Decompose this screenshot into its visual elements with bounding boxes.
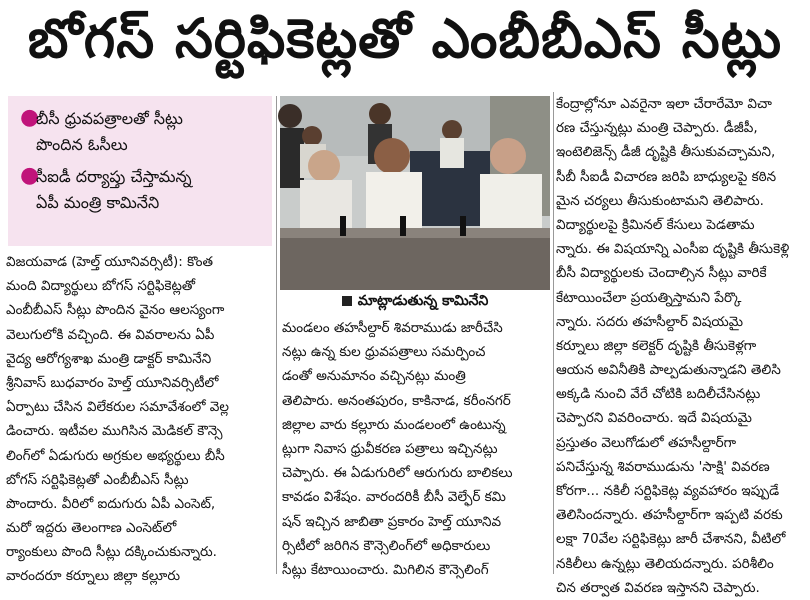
text-line: అక్కడి నుంచి వేరే చోటికి బదిలీచేసినట్లు bbox=[556, 386, 761, 403]
text-line: తెలిసిందన్నారు. తహసీల్దార్‌గా ఇప్పటి వరకు bbox=[556, 507, 783, 524]
text-line: మండలం తహసీల్దార్ శివరాముడు జారీచేసి bbox=[282, 320, 503, 336]
text-line: మైన చర్యలు తీసుకుంటామని తెలిపారు. bbox=[556, 192, 764, 209]
text-line: కేటాయించేలా ప్రయత్నిస్తామని పేర్కొ bbox=[556, 289, 742, 306]
text-line: పనిచేస్తున్న శివరాముడును 'సాక్షి' వివరణ bbox=[556, 458, 770, 475]
article-column-middle bbox=[282, 316, 550, 582]
photo-caption bbox=[280, 290, 550, 312]
text-line: విద్యార్థులపై క్రిమినల్ కేసులు పెడతామ bbox=[556, 216, 755, 233]
text-line: ఆయన అవినీతికి పాల్పడుతున్నాడని తెలిసి bbox=[556, 362, 781, 379]
text-line: పొందారు. వీరిలో ఐదుగురు ఏపీ ఎంసెట్, bbox=[6, 495, 216, 512]
highlight-line: సీఐడీ దర్యాప్తు చేస్తామన్న bbox=[36, 167, 192, 186]
text-line: విజయవాడ (హెల్త్ యూనివర్సిటీ): కొంత bbox=[6, 254, 213, 270]
highlight-line: పొందిన ఓసీలు bbox=[36, 135, 128, 154]
text-line: కర్నూలు జిల్లా కలెక్టర్ దృష్టికి తీసుకెళ్లగా bbox=[556, 337, 757, 354]
text-line: ఏర్పాటు చేసిన విలేకరుల సమావేశంలో వెల్ల bbox=[6, 399, 229, 416]
text-line: కోరగా... నకిలీ సర్టిఫికెట్ల వ్యవహారం ఇప్పుడే bbox=[556, 483, 780, 499]
text-line: బోగస్ సర్టిఫికెట్లతో ఎంబీబీఎస్ సీట్లు bbox=[6, 471, 189, 488]
text-line: వెలుగులోకి వచ్చింది. ఈ వివరాలను ఏపీ bbox=[6, 326, 215, 343]
text-line: సీట్లు కేటాయించారు. మిగిలిన కౌన్సెలింగ్ bbox=[282, 561, 489, 578]
text-line: ఎంబీబీఎస్ సీట్లు పొందిన వైనం ఆలస్యంగా bbox=[6, 302, 225, 319]
bullet-icon: ● bbox=[20, 163, 40, 188]
text-line: డంతో అనుమానం వచ్చినట్లు మంత్రి bbox=[282, 368, 466, 385]
text-line: ర్యాంకులు పొంది సీట్లు దక్కించుకున్నారు. bbox=[6, 544, 217, 561]
text-line: షన్ ఇచ్చిన జాబితా ప్రకారం హెల్త్ యూనివ bbox=[282, 513, 502, 530]
text-line: తెలిపారు. అనంతపురం, కాకినాడ, కరీంనగర్ bbox=[282, 392, 511, 409]
article-column-right bbox=[556, 92, 808, 600]
text-line: ట్లుగా నివాస ధ్రువీకరణ పత్రాలు ఇచ్చినట్లు bbox=[282, 440, 498, 457]
text-line: శ్రీనివాస్ బుధవారం హెల్త్ యూనివర్సిటీలో bbox=[6, 374, 219, 391]
text-line: జిల్లాల వారు కల్లూరు మండలంలో ఉంటున్న bbox=[282, 416, 506, 433]
text-line: చెప్పారు. ఈ ఏడుగురిలో ఆరుగురు బాలికలు bbox=[282, 465, 513, 482]
highlights-box bbox=[8, 96, 272, 246]
column-divider bbox=[553, 92, 554, 574]
text-line: చిన తర్వాత వివరణ ఇస్తానని చెప్పారు. bbox=[556, 579, 760, 596]
text-line: సీబీ సీఐడీ విచారణ జరిపి బాధ్యులపై కఠిన bbox=[556, 168, 777, 185]
text-line: నకిలీలు ఉన్నట్లు తెలియదన్నారు. పరిశీలిం bbox=[556, 555, 774, 572]
photo-illustration bbox=[280, 96, 550, 290]
highlight-line: బీసీ ధ్రువపత్రాలతో సీట్లు bbox=[36, 109, 183, 128]
press-meet-photo bbox=[280, 96, 550, 290]
text-line: ర్సిటీలో జరిగిన కౌన్సెలింగ్‌లో అధికారులు bbox=[282, 537, 491, 554]
text-line: వారందరూ కర్నూలు జిల్లా కల్లూరు bbox=[6, 568, 180, 585]
text-line: న్నారు. ఈ విషయాన్ని ఎంసీఐ దృష్టికి తీసుకెళ్లి bbox=[556, 241, 790, 258]
text-line: మరో ఇద్దరు తెలంగాణ ఎంసెట్‌లో bbox=[6, 520, 177, 537]
text-line: నట్లు ఉన్న కుల ధ్రువపత్రాలు సమర్పించ bbox=[282, 344, 486, 361]
photo-caption-text: మాట్లాడుతున్న కామినేని bbox=[357, 293, 489, 309]
text-line: చెప్పారని వివరించారు. ఇదే విషయమై bbox=[556, 410, 752, 427]
text-line: బీసీ విద్యార్థులకు చెందాల్సిన సీట్లు వారికే bbox=[556, 265, 767, 282]
text-line: న్నారు. సదరు తహసీల్దార్ విషయమై bbox=[556, 313, 744, 330]
text-line: డించారు. ఇటీవల ముగిసిన మెడికల్ కౌన్సె bbox=[6, 423, 223, 440]
headline: బోగస్ సర్టిఫికెట్లతో ఎంబీబీఎస్ సీట్లు bbox=[27, 6, 783, 70]
article-column-left bbox=[6, 250, 272, 589]
highlight-item bbox=[20, 164, 266, 216]
text-line: లక్షా 70వేల సర్టిఫికెట్లు జారీ చేశానని, వీటిలో bbox=[556, 531, 786, 548]
text-line: ప్రస్తుతం వెలుగోడులో తహసీల్దార్‌గా bbox=[556, 434, 737, 451]
text-line: కావడం విశేషం. వారందరికీ బీసీ వెల్ఫేర్ కమి bbox=[282, 489, 506, 506]
column-divider bbox=[276, 96, 277, 574]
text-line: వైద్య ఆరోగ్యశాఖ మంత్రి డాక్టర్ కామినేని bbox=[6, 350, 212, 367]
text-line: ఇంటెలిజెన్స్ డీజీ దృష్టికి తీసుకువచ్చామని, bbox=[556, 144, 776, 161]
bullet-icon: ● bbox=[20, 105, 40, 130]
text-line: మంది విద్యార్థులు బోగస్ సర్టిఫికెట్లతో bbox=[6, 278, 196, 295]
highlight-item bbox=[20, 106, 266, 158]
text-line: కేంద్రాల్లోనూ ఎవరైనా ఇలా చేరారేమో విచా bbox=[556, 96, 772, 112]
highlight-line: ఏపీ మంత్రి కామినేని bbox=[36, 193, 160, 212]
text-line: లింగ్‌లో ఏడుగురు అగ్రకుల అభ్యర్థులు బీసీ bbox=[6, 447, 225, 464]
text-line: రణ చేస్తున్నట్లు మంత్రి చెప్పారు. డీజీపీ, bbox=[556, 120, 758, 137]
caption-marker-icon bbox=[342, 296, 352, 306]
